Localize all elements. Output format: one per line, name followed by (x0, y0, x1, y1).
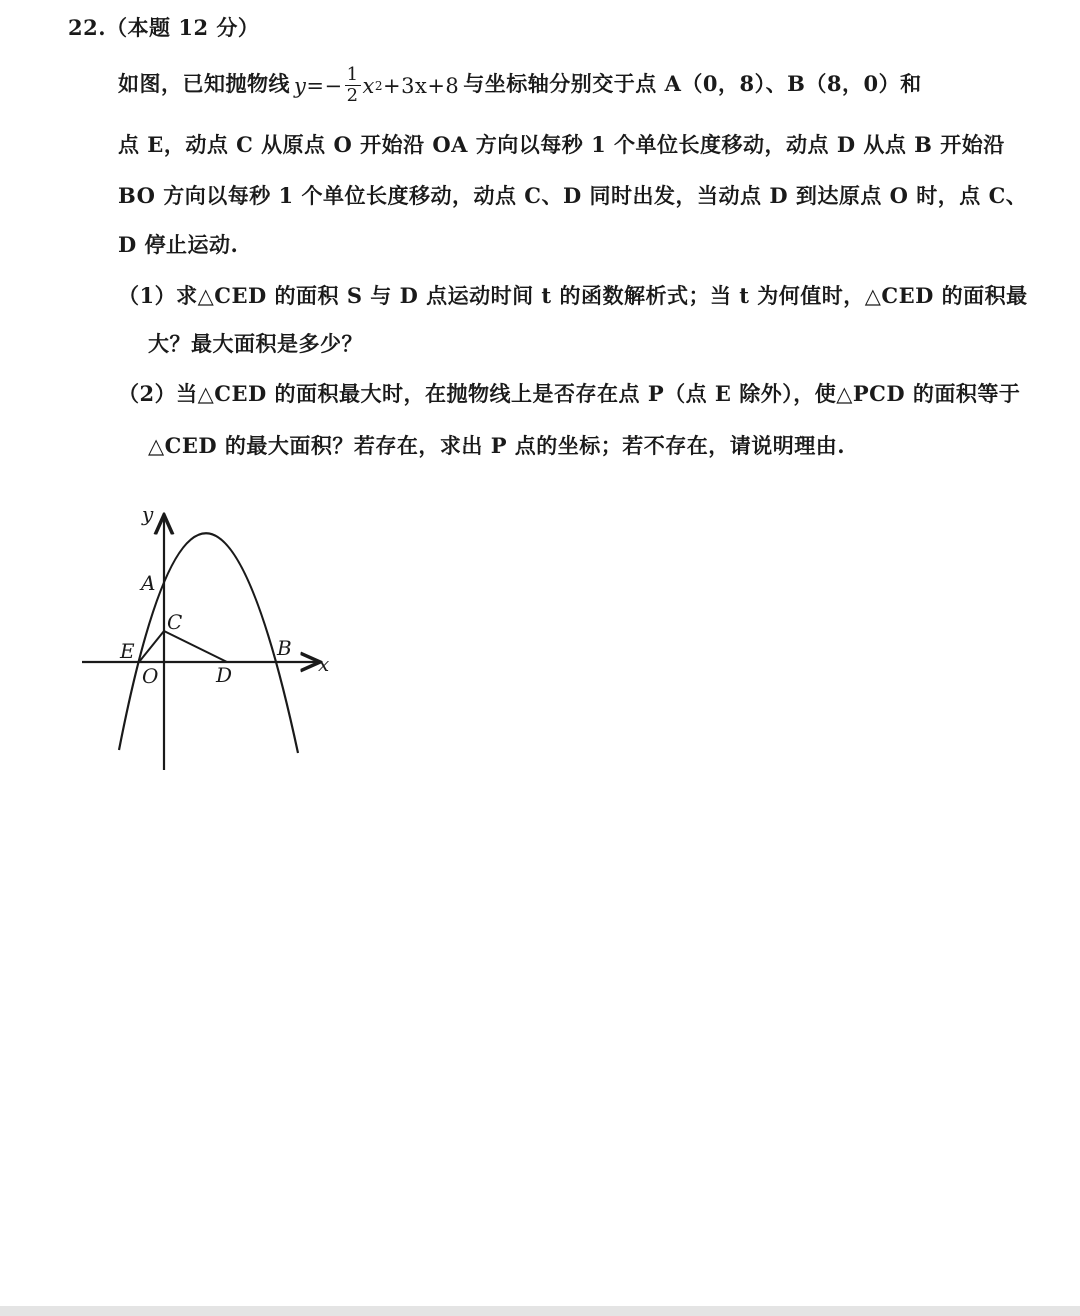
formula-rest: +3x+8 (383, 73, 460, 98)
page-bottom-edge (0, 1306, 1080, 1316)
intro-before-formula: 如图，已知抛物线 (118, 71, 290, 96)
part2-line-1: （2）当△CED 的面积最大时，在抛物线上是否存在点 P（点 E 除外），使△PCD 的面积等于 (118, 381, 1021, 406)
parabola-figure (70, 495, 370, 780)
intro-after-formula: 与坐标轴分别交于点 A（0，8）、B（8，0）和 (463, 71, 922, 96)
formula-fraction (345, 66, 361, 105)
fraction-numerator: 1 (346, 64, 359, 85)
part1-line-2: 大？最大面积是多少？ (148, 331, 363, 356)
parabola-formula (294, 66, 459, 105)
label-E: E (120, 639, 135, 663)
formula-eq: =− (306, 73, 343, 98)
label-C: C (167, 610, 183, 634)
label-A: A (141, 571, 156, 595)
label-D: D (216, 663, 233, 687)
problem-intro-line (118, 66, 922, 105)
part2-line-2: △CED 的最大面积？若存在，求出 P 点的坐标；若不存在，请说明理由. (148, 433, 846, 458)
segment-CD (164, 631, 227, 662)
question-header (68, 12, 259, 42)
question-score: （本题 12 分） (106, 15, 260, 40)
fraction-denominator: 2 (346, 85, 359, 106)
formula-x: x (362, 73, 375, 98)
label-x: x (318, 652, 330, 676)
problem-line-4: D 停止运动. (118, 232, 239, 257)
label-y: y (142, 502, 154, 526)
formula-exponent: 2 (374, 78, 384, 93)
label-B: B (277, 636, 292, 660)
problem-line-2: 点 E，动点 C 从原点 O 开始沿 OA 方向以每秒 1 个单位长度移动，动点 D 从点 B 开始沿 (118, 132, 1005, 157)
part1-line-1: （1）求△CED 的面积 S 与 D 点运动时间 t 的函数解析式；当 t 为何值时，△CED 的面积最 (118, 283, 1028, 308)
problem-line-3: BO 方向以每秒 1 个单位长度移动，动点 C、D 同时出发，当动点 D 到达原点 O 时，点 C、 (118, 183, 1028, 208)
label-O: O (142, 664, 159, 688)
question-number: 22. (68, 15, 107, 40)
formula-lhs: y (294, 73, 307, 98)
parabola-curve (119, 533, 298, 753)
